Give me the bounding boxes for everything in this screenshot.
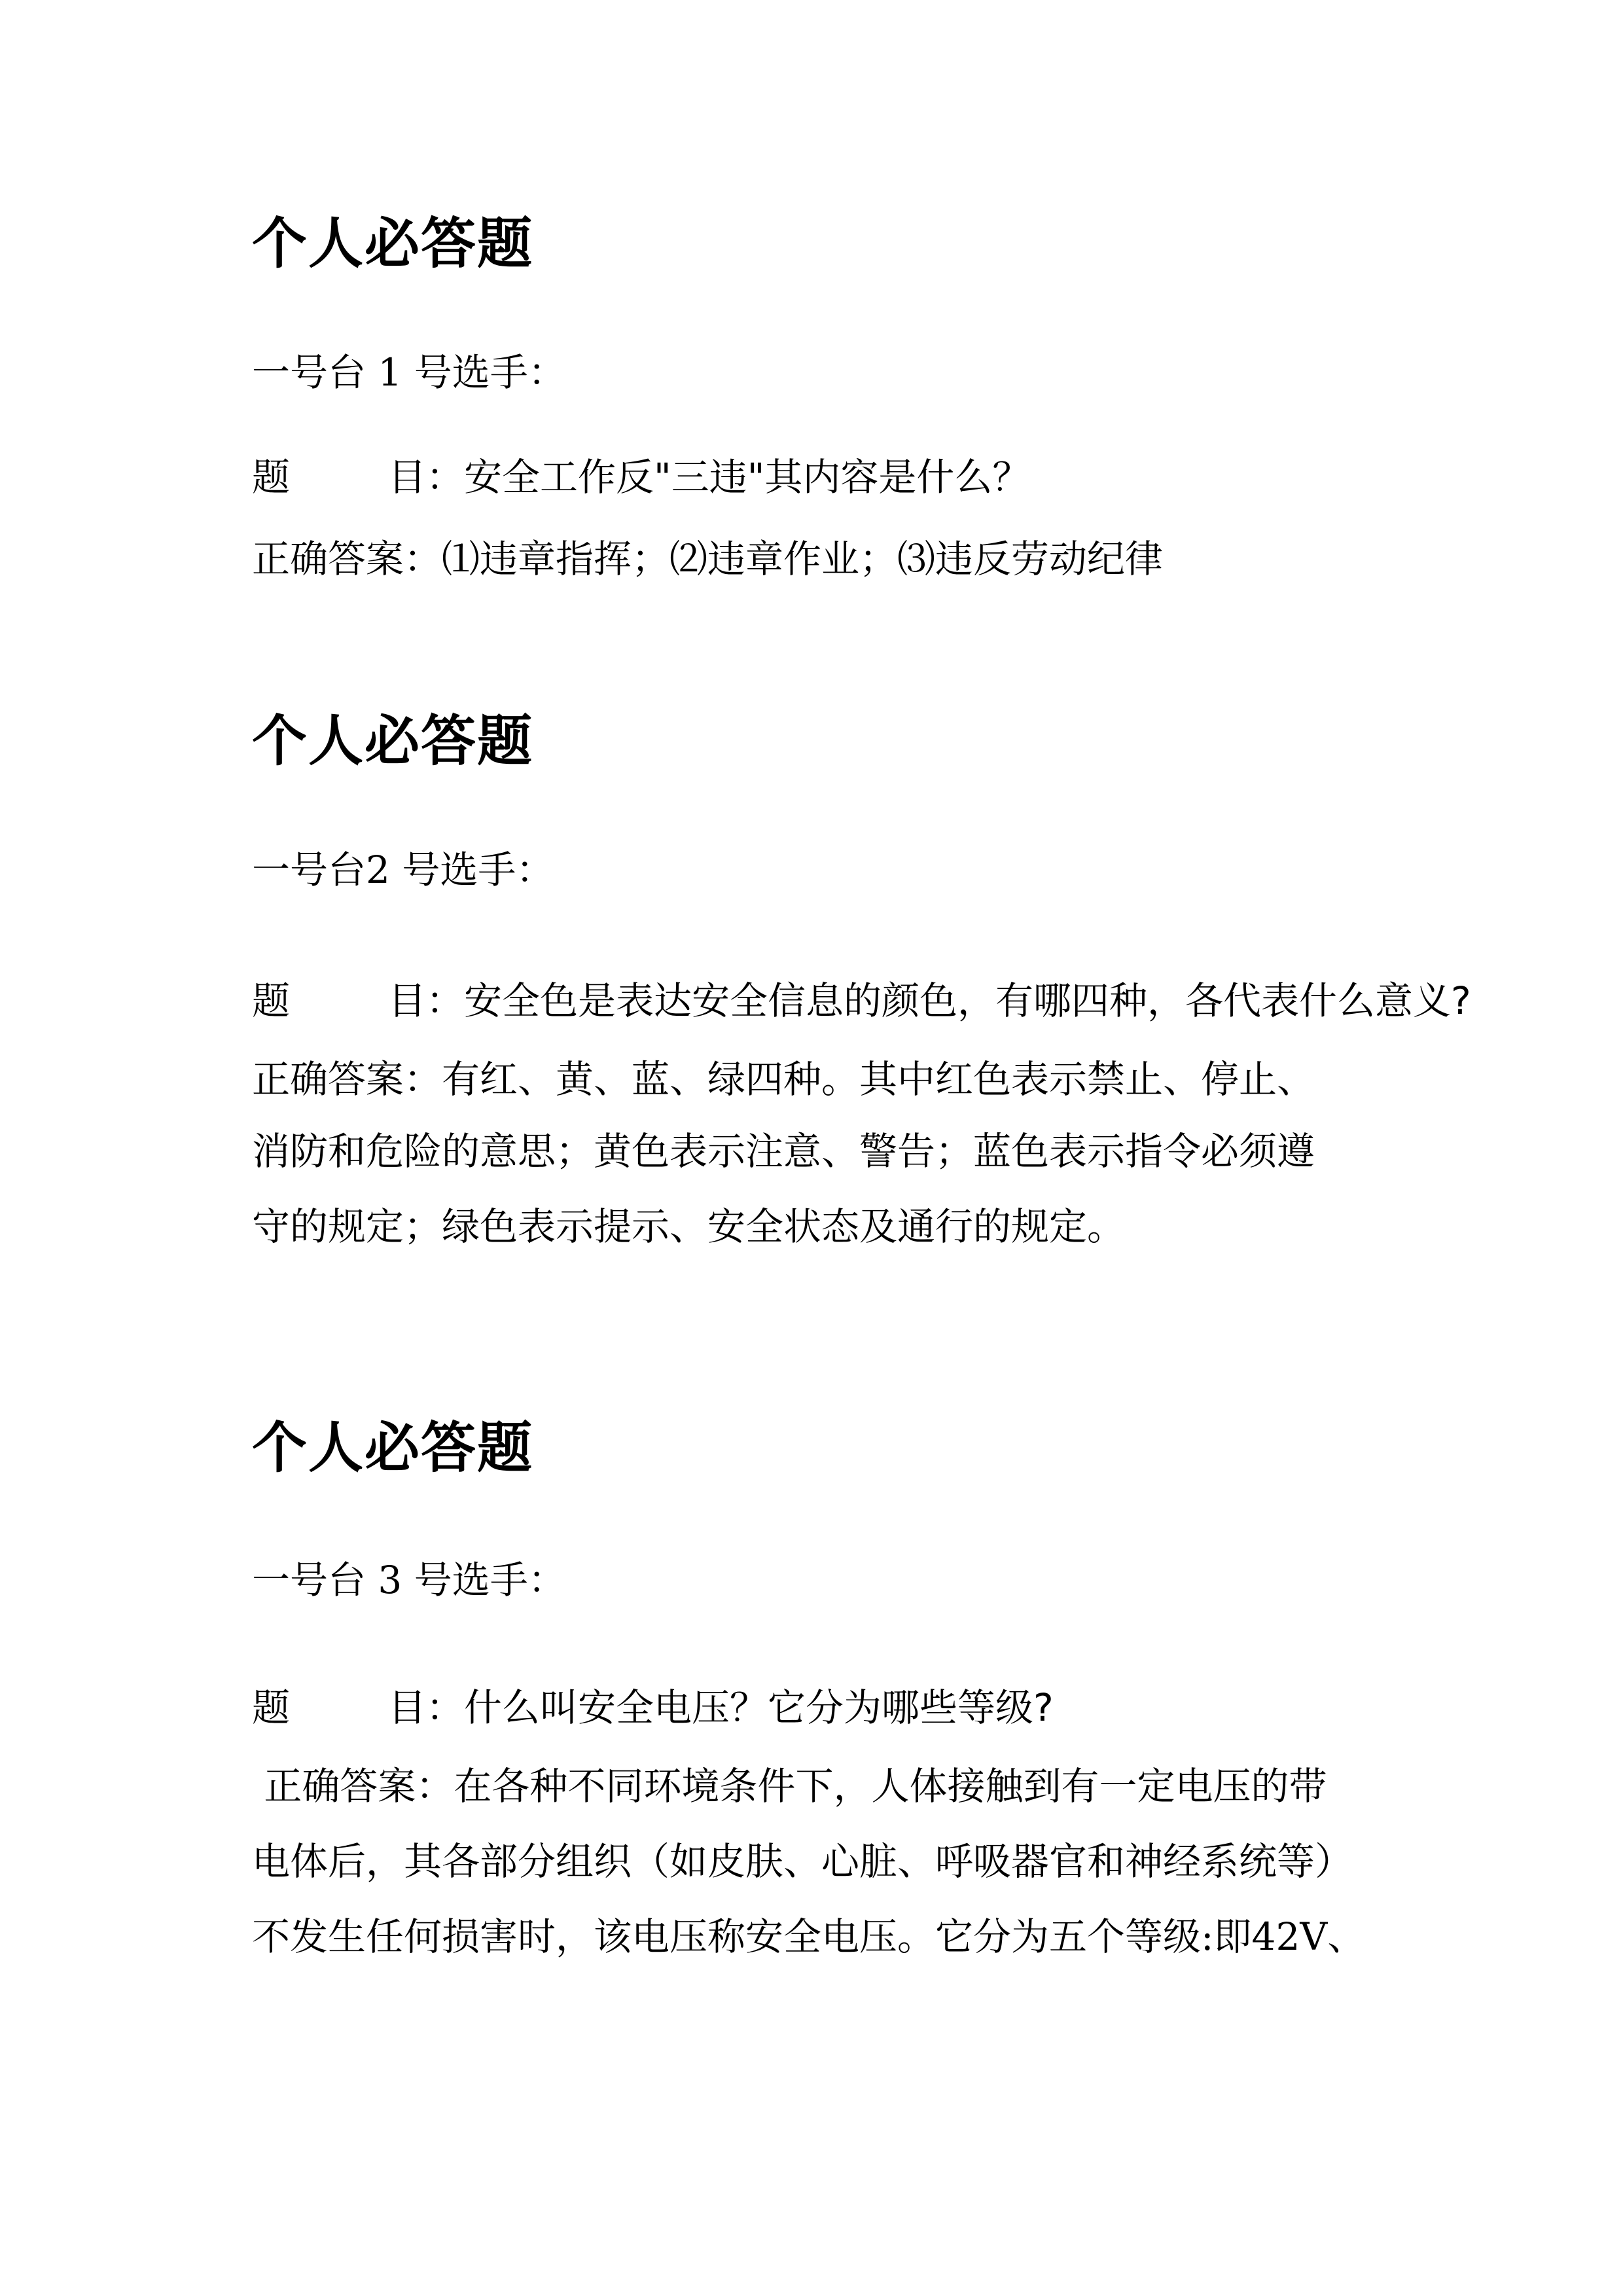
section-3-question [252, 1685, 1054, 1730]
question-text: 安全色是表达安全信息的颜色，有哪四种，各代表什么意义? [464, 978, 1471, 1023]
section-1-answer-line-1: 正确答案：⑴违章指挥；⑵违章作业；⑶违反劳动纪律 [252, 537, 1164, 581]
question-label-a: 题 [252, 978, 291, 1023]
section-2-heading: 个人必答题 [252, 709, 534, 773]
question-text: 安全工作反"三违"其内容是什么？ [464, 455, 1031, 499]
question-label-a: 题 [252, 455, 291, 499]
question-text: 什么叫安全电压？它分为哪些等级? [464, 1685, 1054, 1730]
section-3-answer-line-2: 电体后，其各部分组织（如皮肤、心脏、呼吸器官和神经系统等） [252, 1839, 1353, 1884]
section-2-question [252, 978, 1471, 1023]
section-2-answer-line-2: 消防和危险的意思；黄色表示注意、警告；蓝色表示指令必须遵 [252, 1129, 1315, 1174]
section-2-contestant: 一号台2 号选手： [252, 848, 554, 892]
section-3-heading: 个人必答题 [252, 1416, 534, 1480]
section-1-question [252, 455, 1031, 499]
question-label-a: 题 [252, 1685, 291, 1730]
section-3-answer-line-3: 不发生任何损害时，该电压称安全电压。它分为五个等级:即42V、 [252, 1914, 1366, 1959]
section-3-contestant: 一号台 3 号选手： [252, 1558, 566, 1602]
section-2-answer-line-1: 正确答案：有红、黄、蓝、绿四种。其中红色表示禁止、停止、 [252, 1057, 1315, 1102]
section-2-answer-line-3: 守的规定；绿色表示提示、安全状态及通行的规定。 [252, 1204, 1126, 1249]
question-label-b: 目： [388, 455, 465, 499]
section-1-contestant: 一号台 1 号选手： [252, 350, 566, 395]
section-3-answer-line-1: 正确答案：在各种不同环境条件下，人体接触到有一定电压的带 [252, 1764, 1327, 1808]
question-label-b: 目： [388, 978, 465, 1023]
question-label-b: 目： [388, 1685, 465, 1730]
section-1-heading: 个人必答题 [252, 211, 534, 276]
